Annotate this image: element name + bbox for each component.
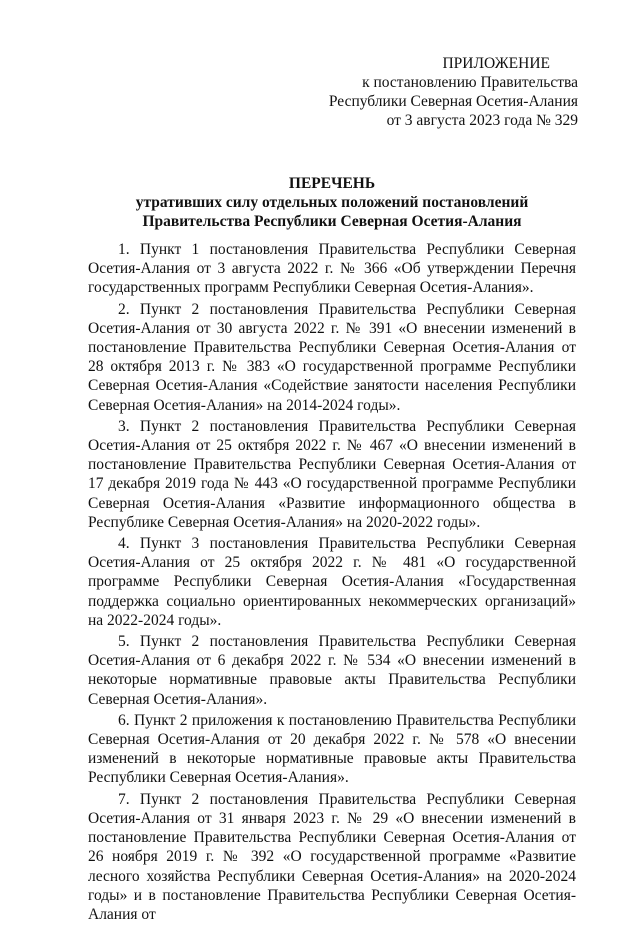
document-heading — [88, 174, 576, 231]
annex-title: ПРИЛОЖЕНИЕ — [442, 55, 550, 72]
list-item-6: 6. Пункт 2 приложения к постановлению Правительства Республики Северная Осетия-Алания от 20 декабря 2022 г. № 578 «О внесении изменений в некоторые нормативные правовые акты Правительства Республики Северная Осетия-Алания». — [88, 711, 576, 787]
annex-header — [258, 54, 578, 130]
list-item-3: 3. Пункт 2 постановления Правительства Республики Северная Осетия-Алания от 25 октября 2022 г. № 467 «О внесении изменений в постановление Правительства Республики Северная Осетия-Алания от 17 декабря 2019 года № 443 «О государственной программе Республики Северная Осетия-Алания «Развитие информационного общества в Республике Северная Осетия-Алания» на 2020-2022 годы». — [88, 417, 576, 531]
annex-line-1: к постановлению Правительства — [362, 74, 578, 91]
annex-line-3: от 3 августа 2023 года № 329 — [386, 112, 578, 129]
list-item-7: 7. Пункт 2 постановления Правительства Республики Северная Осетия-Алания от 31 января 2023 г. № 29 «О внесении изменений в постановление Правительства Республики Северная Осетия-Алания от 26 ноября 2019 г. № 392 «О государственной программе «Развитие лесного хозяйства Республики Северная Осетия-Алания» на 2020-2024 годы» и в постановление Правительства Республики Северная Осетия-Алания от — [88, 790, 576, 923]
list-body — [88, 240, 576, 926]
heading-line-1: утративших силу отдельных положений постановлений — [135, 194, 529, 211]
heading-line-2: Правительства Республики Северная Осетия-Алания — [142, 213, 522, 230]
annex-line-2: Республики Северная Осетия-Алания — [328, 93, 578, 110]
list-item-4: 4. Пункт 3 постановления Правительства Республики Северная Осетия-Алания от 25 октября 2022 г. № 481 «О государственной программе Республики Северная Осетия-Алания «Государственная поддержка социально ориентированных некоммерческих организаций» на 2022-2024 годы». — [88, 535, 576, 629]
heading-title: ПЕРЕЧЕНЬ — [288, 175, 376, 192]
list-item-2: 2. Пункт 2 постановления Правительства Республики Северная Осетия-Алания от 30 августа 2022 г. № 391 «О внесении изменений в постановление Правительства Республики Северная Осетия-Алания от 28 октября 2013 г. № 383 «О государственной программе Республики Северная Осетия-Алания «Содействие занятости населения Республики Северная Осетия-Алания» на 2014-2024 годы». — [88, 300, 576, 414]
list-item-1: 1. Пункт 1 постановления Правительства Республики Северная Осетия-Алания от 3 августа 2022 г. № 366 «Об утверждении Перечня государственных программ Республики Северная Осетия-Алания». — [88, 241, 576, 297]
list-item-5: 5. Пункт 2 постановления Правительства Республики Северная Осетия-Алания от 6 декабря 2022 г. № 534 «О внесении изменений в некоторые нормативные правовые акты Правительства Республики Северная Осетия-Алания». — [88, 633, 576, 708]
